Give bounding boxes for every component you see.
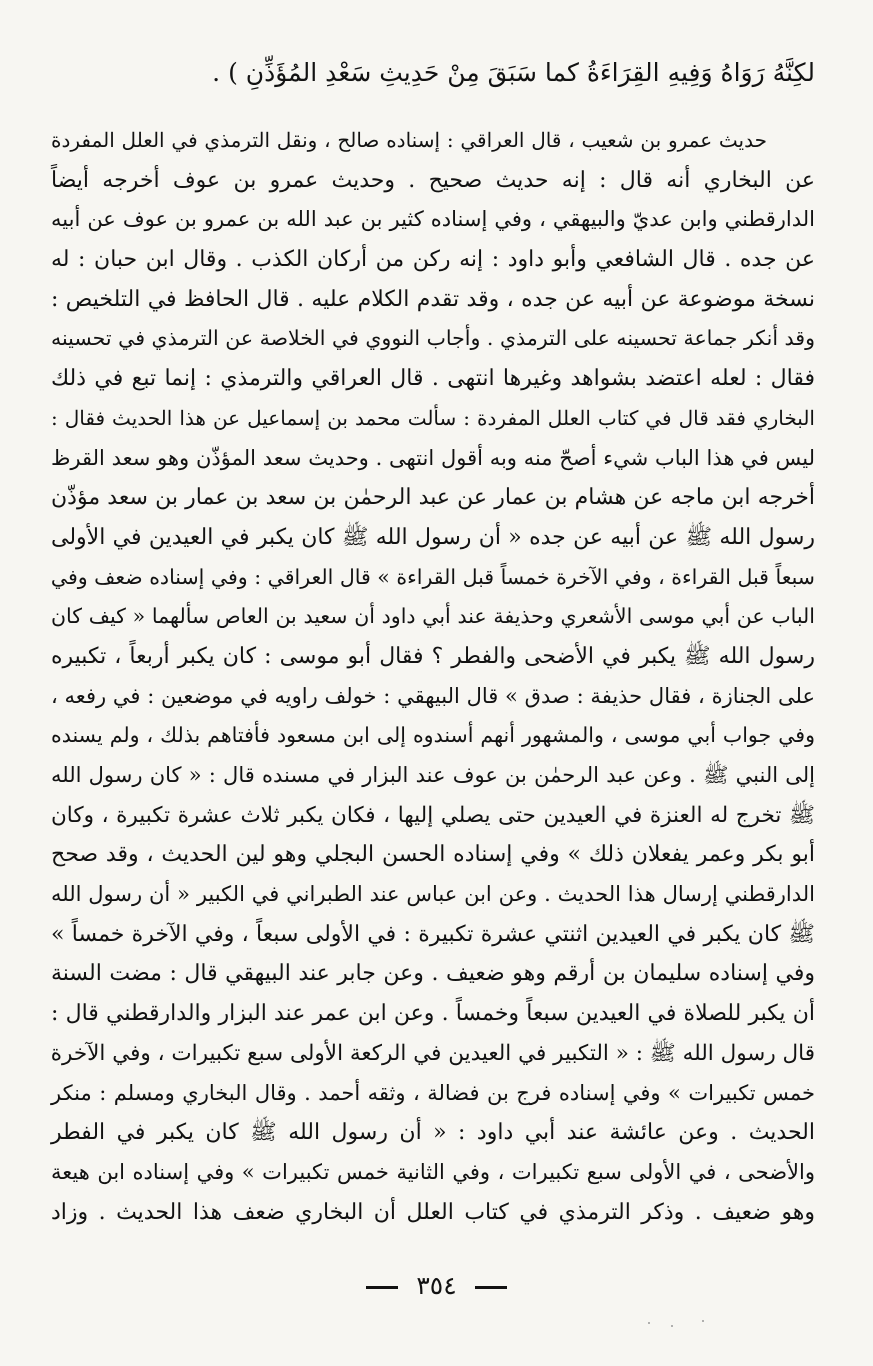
page-number: ٣٥٤: [416, 1271, 457, 1300]
paper-speck: [671, 1325, 673, 1327]
commentary-line: قال رسول الله ﷺ : « التكبير في العيدين في الركعة الأولى سبع تكبيرات ، وفي الآخرة: [50, 1040, 815, 1066]
commentary-line: عن جده . قال الشافعي وأبو داود : إنه ركن من أركان الكذب . وقال ابن حبان : له: [51, 247, 815, 273]
commentary-line: ليس في هذا الباب شيء أصحّ منه وبه أقول انتهى . وحديث سعد المؤذّن وهو سعد القرظ: [51, 445, 815, 470]
commentary-line: رسول الله ﷺ عن أبيه عن جده « أن رسول الله ﷺ كان يكبر في العيدين في الأولى: [51, 524, 815, 550]
paper-speck: [648, 1322, 650, 1324]
commentary-line: البخاري فقد قال في كتاب العلل المفردة : سألت محمد بن إسماعيل عن هذا الحديث فقال :: [51, 405, 815, 430]
commentary-line: نسخة موضوعة عن أبيه عن جده ، وقد تقدم الكلام عليه . قال الحافظ في التلخيص :: [51, 286, 815, 312]
commentary-line: رسول الله ﷺ يكبر في الأضحى والفطر ؟ فقال أبو موسى : كان يكبر أربعاً ، تكبيره: [51, 643, 815, 669]
commentary-block: [51, 121, 815, 1232]
commentary-line: عن البخاري أنه قال : إنه حديث صحيح . وحديث عمرو بن عوف أخرجه أيضاً: [51, 167, 815, 193]
commentary-line: على الجنازة ، فقال حذيفة : صدق » قال البيهقي : خولف راويه في موضعين : في رفعه ،: [51, 683, 815, 708]
commentary-line: أن يكبر للصلاة في العيدين سبعاً وخمساً . وعن ابن عمر عند البزار والدارقطني قال :: [51, 1001, 815, 1027]
left-dash: [366, 1286, 398, 1289]
commentary-line: الدارقطني إرسال هذا الحديث . وعن ابن عباس عند الطبراني في الكبير « أن رسول الله: [51, 882, 815, 907]
commentary-line: الحديث . وعن عائشة عند أبي داود : « أن رسول الله ﷺ كان يكبر في الفطر: [51, 1120, 815, 1146]
commentary-line: فقال : لعله اعتضد بشواهد وغيرها انتهى . قال العراقي والترمذي : إنما تبع في ذلك: [51, 366, 815, 392]
commentary-line: وفي إسناده سليمان بن أرقم وهو ضعيف . وعن جابر عند البيهقي قال : مضت السنة: [51, 961, 815, 987]
page-number-footer: [0, 1266, 873, 1306]
paper-speck: [702, 1320, 704, 1322]
commentary-line: والأضحى ، في الأولى سبع تكبيرات ، وفي الثانية خمس تكبيرات » وفي إسناده ابن هيعة: [51, 1159, 815, 1184]
commentary-line: إلى النبي ﷺ . وعن عبد الرحمٰن بن عوف عند البزار في مسنده قال : « كان رسول الله: [51, 763, 815, 787]
commentary-line: أخرجه ابن ماجه عن هشام بن عمار عن عبد الرحمٰن بن سعد بن عمار بن سعد مؤذّن: [51, 485, 815, 511]
commentary-line: وهو ضعيف . وذكر الترمذي في كتاب العلل أن البخاري ضعف هذا الحديث . وزاد: [51, 1199, 815, 1225]
commentary-line: وفي جواب أبي موسى ، والمشهور أنهم أسندوه إلى ابن مسعود فأفتاهم بذلك ، ولم يسنده: [51, 723, 815, 748]
commentary-line: أبو بكر وعمر يفعلان ذلك » وفي إسناده الحسن البجلي وهو لين الحديث ، وقد صحح: [51, 842, 815, 868]
commentary-line: خمس تكبيرات » وفي إسناده فرج بن فضالة ، وثقه أحمد . وقال البخاري ومسلم : منكر: [51, 1080, 815, 1105]
commentary-line: ﷺ كان يكبر في العيدين اثنتي عشرة تكبيرة : في الأولى سبعاً ، وفي الآخرة خمساً »: [51, 921, 815, 947]
commentary-line: حديث عمرو بن شعيب ، قال العراقي : إسناده صالح ، ونقل الترمذي في العلل المفردة: [51, 128, 767, 152]
right-dash: [475, 1286, 507, 1289]
hadith-text-line: لكِنَّهُ رَوَاهُ وَفِيهِ القِرَاءَةُ كما سَبَقَ مِنْ حَدِيثِ سَعْدِ المُؤَذِّنِ ) .: [212, 58, 815, 87]
commentary-line: الدارقطني وابن عديّ والبيهقي ، وفي إسناده كثير بن عبد الله بن عمرو بن عوف عن أبيه: [51, 207, 815, 232]
commentary-line: ﷺ تخرج له العنزة في العيدين حتى يصلي إليها ، فكان يكبر ثلاث عشرة تكبيرة ، وكان: [51, 802, 815, 828]
commentary-line: الباب عن أبي موسى الأشعري وحذيفة عند أبي داود أن سعيد بن العاص سألهما « كيف كان: [51, 604, 815, 629]
commentary-line: وقد أنكر جماعة تحسينه على الترمذي . وأجاب النووي في الخلاصة عن الترمذي في تحسينه: [51, 326, 815, 351]
commentary-line: سبعاً قبل القراءة ، وفي الآخرة خمساً قبل القراءة » قال العراقي : وفي إسناده ضعف وفي: [50, 564, 815, 589]
